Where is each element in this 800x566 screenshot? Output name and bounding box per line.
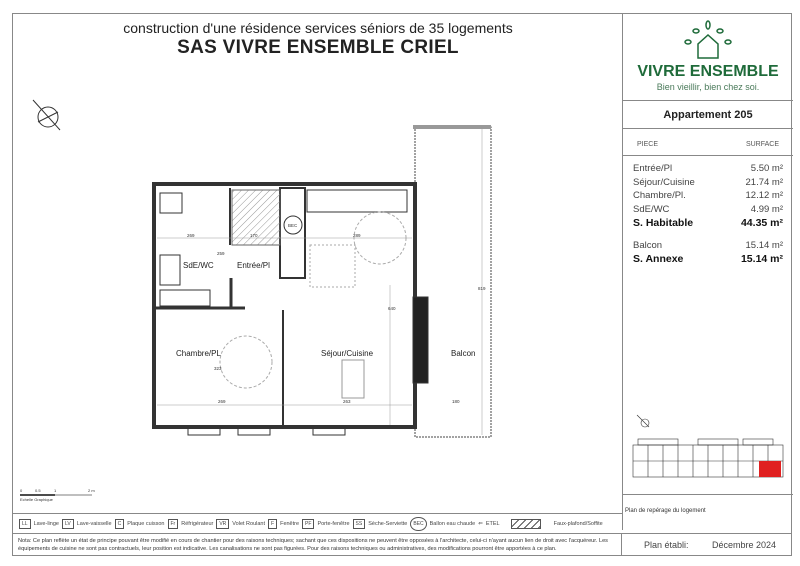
dim-label: 269 <box>218 399 226 404</box>
project-subtitle: construction d'une résidence services séniors de 35 logements <box>123 20 513 36</box>
legend-label: Fenêtre <box>280 520 300 527</box>
project-title: SAS VIVRE ENSEMBLE CRIEL <box>177 37 459 58</box>
etel-arrow-icon: ⇐ <box>478 520 483 527</box>
legend-code: SS <box>353 519 366 529</box>
total-surface: 44.35 m² <box>740 217 783 229</box>
dim-label: 263 <box>343 399 351 404</box>
legend-label: Réfrigérateur <box>181 520 214 527</box>
scale-bar <box>20 488 95 502</box>
table-header <box>623 129 793 156</box>
legend-label: Plaque cuisson <box>127 520 165 527</box>
total-label: S. Habitable <box>633 217 694 229</box>
building-key-plan <box>623 395 793 495</box>
col-surface: SURFACE <box>745 141 779 148</box>
col-piece: PIECE <box>637 141 659 148</box>
legend-code: PF <box>302 519 314 529</box>
key-plan-label: Plan de repérage du logement <box>625 508 706 514</box>
legend-code: BEC <box>410 517 426 531</box>
legend-label: Sèche-Serviette <box>368 520 408 527</box>
legend-code: Fr <box>168 519 179 529</box>
house-leaves-logo-icon <box>678 18 738 63</box>
plan-date-value: Décembre 2024 <box>712 540 777 550</box>
dim-label: 180 <box>452 399 460 404</box>
bec-label: BEC <box>288 223 298 228</box>
plan-date <box>622 533 792 556</box>
highlighted-apartment <box>759 461 781 477</box>
room-surface: 15.14 m² <box>745 239 783 251</box>
room-name: Entrée/Pl <box>633 163 673 174</box>
info-panel <box>622 13 792 530</box>
room-label-sde: SdE/WC <box>183 261 214 270</box>
legend-code: LL <box>19 519 31 529</box>
surface-table <box>633 163 783 267</box>
dim-label: 170 <box>250 233 258 238</box>
legend-label: Volet Roulant <box>232 520 266 527</box>
total-label: S. Annexe <box>633 253 684 265</box>
room-surface: 12.12 m² <box>745 190 783 201</box>
brand-tagline: Bien vieillir, bien chez soi. <box>656 82 760 92</box>
legend-code: VR <box>216 519 229 529</box>
brand-name: VIVRE ENSEMBLE <box>637 63 779 80</box>
legend-code: C <box>115 519 125 529</box>
room-label-sejour: Séjour/Cuisine <box>321 349 374 358</box>
dim-label: 259 <box>217 251 225 256</box>
disclaimer-note: Nota: Ce plan reflète un état de principe pouvant être modifié en cours de chantier pour des raisons techniques; sachant que ces dispositions ne peuvent être opposées à l'architecte, celui-ci n'ayant aucun lien de droit avec l'acquéreur. Les équipements de cuisine ne sont pas contractuels, leur position est indicative. Les canalisations ne sont pas figurées. Pour des raisons techniques ou administratives, des modifications pourront être apportées à ce plan. <box>13 533 622 556</box>
scale-tick: 0.5 <box>35 488 41 493</box>
legend-code: LV <box>62 519 74 529</box>
room-surface: 21.74 m² <box>745 176 783 188</box>
legend-code: F <box>268 519 277 529</box>
dim-label: 640 <box>388 306 396 311</box>
logo <box>623 13 793 101</box>
dim-label: 269 <box>187 233 195 238</box>
legend-label: ETEL <box>485 520 500 527</box>
room-label-chambre: Chambre/PL <box>176 349 221 358</box>
balcony <box>413 127 491 437</box>
annexe-row <box>633 253 783 267</box>
apartment-title: Appartement 205 <box>623 101 793 129</box>
scale-tick: 2 m <box>88 488 95 493</box>
legend-label: Lave-vaisselle <box>76 520 112 527</box>
north-arrow-icon <box>33 100 60 130</box>
legend <box>13 513 622 533</box>
scale-tick: 1 <box>54 488 57 493</box>
room-label-entree: Entrée/Pl <box>237 261 270 270</box>
room-name: SdE/WC <box>633 203 670 215</box>
room-name: Chambre/Pl. <box>633 190 686 201</box>
scale-tick: 0 <box>20 488 23 493</box>
dim-label: 819 <box>478 286 486 291</box>
dim-label: 323 <box>214 366 222 371</box>
table-row <box>633 177 783 191</box>
total-surface: 15.14 m² <box>740 253 783 265</box>
table-row <box>633 240 783 254</box>
hatch-icon <box>511 519 541 529</box>
habitable-row <box>633 217 783 231</box>
room-surface: 5.50 m² <box>750 163 783 174</box>
scale-label: Echelle Graphique <box>20 497 53 502</box>
table-row <box>633 204 783 218</box>
apartment-walls <box>154 128 482 435</box>
legend-label: Faux-plafond/Soffite <box>553 520 603 527</box>
dim-label: 289 <box>353 233 361 238</box>
room-name: Balcon <box>633 239 663 251</box>
legend-label: Lave-linge <box>33 520 59 527</box>
table-row <box>633 190 783 204</box>
legend-label: Ballon eau chaude <box>429 520 476 527</box>
table-row <box>633 163 783 177</box>
legend-label: Porte-fenêtre <box>317 520 350 527</box>
plan-date-label: Plan établi: <box>644 540 689 550</box>
key-plan <box>623 395 793 495</box>
room-name: Séjour/Cuisine <box>633 176 695 188</box>
room-label-balcon: Balcon <box>451 349 476 358</box>
room-surface: 4.99 m² <box>750 203 783 215</box>
